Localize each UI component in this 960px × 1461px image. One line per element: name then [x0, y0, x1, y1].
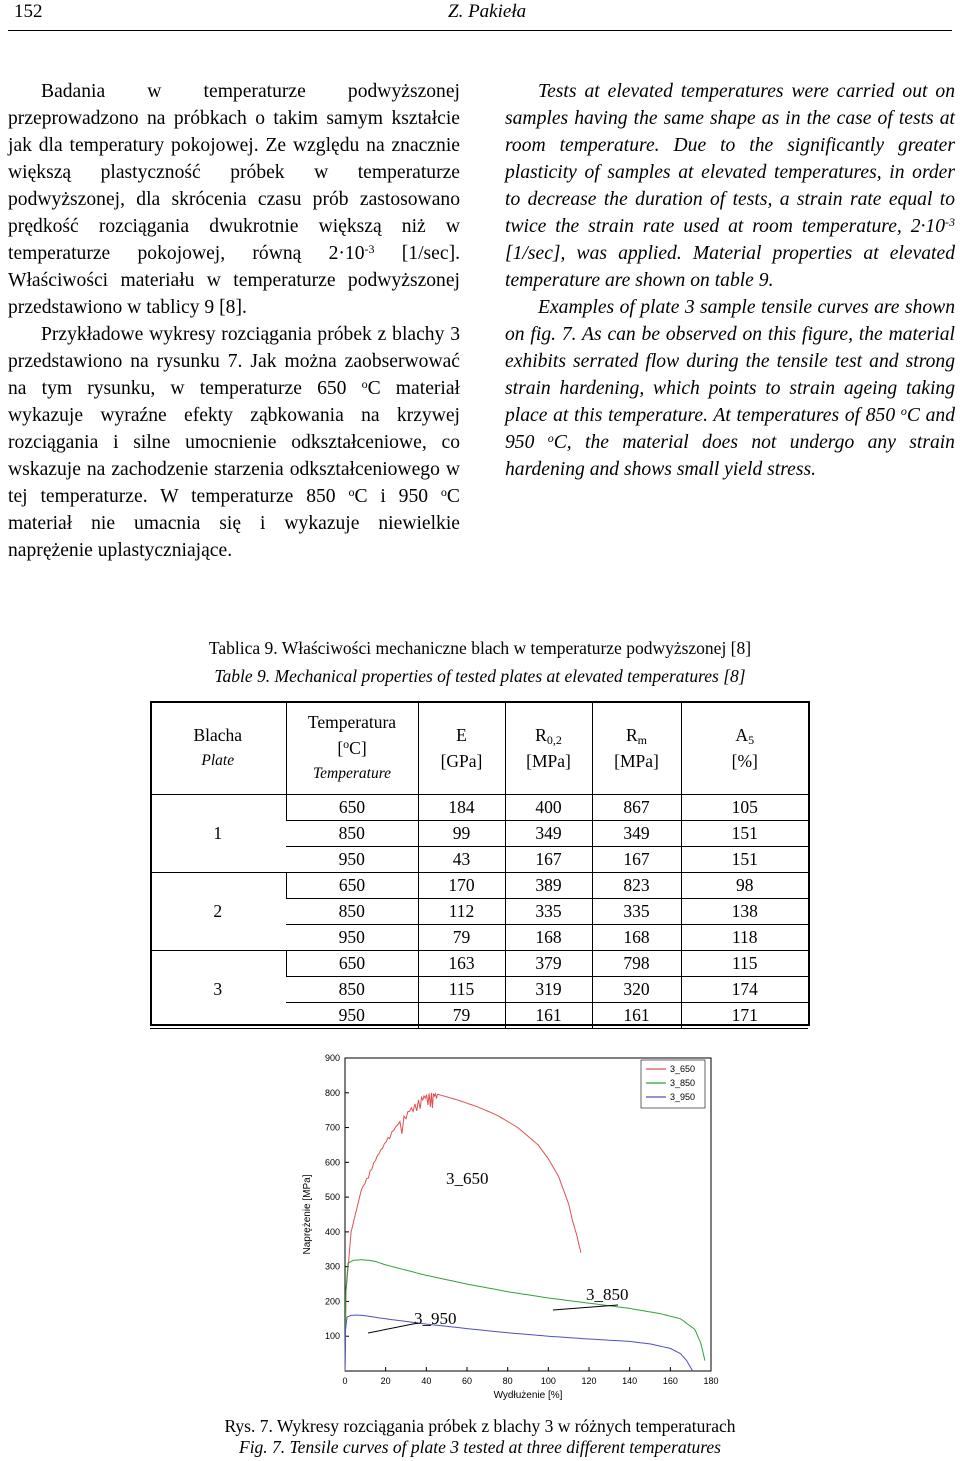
- table-cell: 79: [418, 1003, 505, 1029]
- series-line-3-950: [345, 1315, 693, 1371]
- x-tick-label: 100: [540, 1376, 556, 1386]
- table-cell: 349: [592, 821, 681, 847]
- x-tick-label: 160: [662, 1376, 678, 1386]
- legend-label: 3_950: [670, 1092, 696, 1102]
- table-caption-en: Table 9. Mechanical properties of tested plates at elevated temperatures [8]: [214, 666, 746, 686]
- x-tick-label: 80: [502, 1376, 513, 1386]
- table-cell: 319: [505, 977, 592, 1003]
- y-tick-label: 900: [324, 1053, 340, 1063]
- table-cell: 335: [592, 899, 681, 925]
- chart-legend: [641, 1060, 705, 1108]
- annotation-3-950: 3_950: [414, 1309, 457, 1328]
- table-cell: 798: [592, 951, 681, 977]
- table-cell: 349: [505, 821, 592, 847]
- table-cell: 950: [286, 1003, 418, 1029]
- table-cell: 650: [286, 873, 418, 899]
- table-cell: 184: [418, 795, 505, 821]
- plate-cell: 3: [150, 951, 286, 1029]
- y-tick-label: 700: [324, 1122, 340, 1133]
- plate-cell: 2: [150, 873, 286, 951]
- x-tick-label: 60: [461, 1376, 473, 1386]
- series-line-3-850: [345, 1260, 705, 1371]
- x-tick-label: 20: [380, 1376, 391, 1386]
- chart-series: [345, 1093, 705, 1371]
- header-a5: $A_5$ [%]: [681, 701, 808, 795]
- polish-text-column: [8, 78, 460, 564]
- table-cell: 99: [418, 821, 505, 847]
- annotation-3-850: 3_850: [586, 1285, 629, 1304]
- legend-label: 3_650: [670, 1064, 696, 1074]
- table-cell: 151: [681, 847, 808, 873]
- page-number: 152: [14, 1, 43, 22]
- series-line-3-650: [345, 1093, 581, 1371]
- running-author: Z. Pakieła: [448, 1, 527, 22]
- pointer-3-950: [368, 1323, 418, 1333]
- table-cell: 850: [286, 821, 418, 847]
- table-cell: 850: [286, 899, 418, 925]
- table-cell: 950: [286, 847, 418, 873]
- polish-paragraph-2: Przykładowe wykresy rozciągania próbek z blachy 3 przedstawiono na rysunku 7. Jak można zaobserwować na tym rysunku, w temperaturze 650 $^o$C materiał wykazuje wyraźne efekty ząbkowania na krzywej rozciągania i silne umocnienie odkształceniowe, co wskazuje na zachodzenie starzenia odkształceniowego w tej temperaturze. W temperaturze 850 $^o$C i 950 $^o$C materiał nie umacnia się i wykazuje niewielkie naprężenie uplastyczniające.: [8, 324, 460, 561]
- table-row: [150, 795, 808, 821]
- y-tick-label: 300: [324, 1261, 340, 1272]
- table-cell: 168: [505, 925, 592, 951]
- table-row: [150, 951, 808, 977]
- table-cell: 168: [592, 925, 681, 951]
- header-temperature: Temperatura [$^o$C] Temperature: [286, 701, 418, 795]
- table-cell: 850: [286, 977, 418, 1003]
- table-cell: 167: [505, 847, 592, 873]
- pointer-3-850: [553, 1305, 618, 1310]
- page-header: [8, 0, 952, 31]
- table-row: [150, 873, 808, 899]
- properties-table: [150, 701, 808, 1029]
- figure-caption-pl: Rys. 7. Wykresy rozciągania próbek z blachy 3 w różnych temperaturach: [224, 1416, 736, 1436]
- table-cell: 151: [681, 821, 808, 847]
- y-tick-label: 200: [324, 1296, 340, 1307]
- y-tick-label: 400: [324, 1226, 340, 1237]
- table-cell: 174: [681, 977, 808, 1003]
- english-paragraph-1: Tests at elevated temperatures were carried out on samples having the same shape as in the case of tests at room temperature. Due to the significantly greater plasticity of samples at elevated temperatures, in order to decrease the duration of tests, a strain rate equal to twice the strain rate used at room temperature, $2\cdot 10^{-3}$ [1/sec], was applied. Material properties at elevated temperature are shown on table 9.: [505, 81, 955, 291]
- table-cell: 867: [592, 795, 681, 821]
- table-cell: 163: [418, 951, 505, 977]
- header-e: E [GPa]: [418, 701, 505, 795]
- table-cell: 105: [681, 795, 808, 821]
- table-cell: 400: [505, 795, 592, 821]
- table-cell: 167: [592, 847, 681, 873]
- table-cell: 138: [681, 899, 808, 925]
- y-tick-label: 800: [324, 1087, 340, 1098]
- table-cell: 650: [286, 795, 418, 821]
- y-tick-label: 500: [324, 1192, 340, 1203]
- table-cell: 379: [505, 951, 592, 977]
- header-rm: $R_m$ [MPa]: [592, 701, 681, 795]
- table-cell: 98: [681, 873, 808, 899]
- x-tick-label: 120: [581, 1376, 597, 1386]
- table-cell: 335: [505, 899, 592, 925]
- table-caption-pl: Tablica 9. Właściwości mechaniczne blach w temperaturze podwyższonej [8]: [208, 638, 752, 658]
- x-tick-label: 40: [421, 1376, 432, 1386]
- table-cell: 950: [286, 925, 418, 951]
- x-axis-label: Wydłużenie [%]: [493, 1390, 563, 1401]
- y-axis-label: Naprężenie [MPa]: [302, 1174, 313, 1255]
- table-cell: 112: [418, 899, 505, 925]
- table-cell: 79: [418, 925, 505, 951]
- table-cell: 115: [681, 951, 808, 977]
- header-plate: Blacha Plate: [150, 701, 286, 795]
- x-tick-label: 180: [703, 1376, 719, 1386]
- table-cell: 650: [286, 951, 418, 977]
- annotation-3-650: 3_650: [446, 1169, 489, 1188]
- table-cell: 823: [592, 873, 681, 899]
- header-r02: $R_{0,2}$ [MPa]: [505, 701, 592, 795]
- table-cell: 43: [418, 847, 505, 873]
- legend-label: 3_850: [670, 1078, 696, 1088]
- polish-paragraph-1: Badania w temperaturze podwyższonej przeprowadzono na próbkach o takim samym kształcie jak dla temperatury pokojowej. Ze względu na znacznie większą plastyczność próbek w temperaturze podwyższonej, dla skrócenia czasu prób zastosowano prędkość rozciągania dwukrotnie większą niż w temperaturze pokojowej, równą $2\cdot 10^{-3}$ [1/sec]. Właściwości materiału w temperaturze podwyższonej przedstawiono w tablicy 9 [8].: [8, 81, 460, 318]
- table-cell: 170: [418, 873, 505, 899]
- tensile-curves-chart: [228, 1048, 728, 1408]
- english-paragraph-2: Examples of plate 3 sample tensile curves are shown on fig. 7. As can be observed on this figure, the material exhibits serrated flow during the tensile test and strong strain hardening, which points to strain ageing taking place at this temperature. At temperatures of 850 $^o$C and 950 $^o$C, the material does not undergo any strain hardening and shows small yield stress.: [505, 297, 955, 480]
- table-cell: 171: [681, 1003, 808, 1029]
- table-cell: 389: [505, 873, 592, 899]
- x-tick-label: 140: [622, 1376, 638, 1386]
- table-cell: 161: [505, 1003, 592, 1029]
- table-cell: 320: [592, 977, 681, 1003]
- table-cell: 115: [418, 977, 505, 1003]
- x-tick-label: 0: [342, 1376, 348, 1386]
- y-tick-label: 600: [324, 1157, 340, 1168]
- y-tick-label: 100: [324, 1331, 340, 1342]
- table-cell: 161: [592, 1003, 681, 1029]
- plate-cell: 1: [150, 795, 286, 873]
- table-header-row: [150, 701, 808, 795]
- table-cell: 118: [681, 925, 808, 951]
- english-text-column: [505, 78, 955, 483]
- figure-caption-en: Fig. 7. Tensile curves of plate 3 tested at three different temperatures: [239, 1437, 721, 1457]
